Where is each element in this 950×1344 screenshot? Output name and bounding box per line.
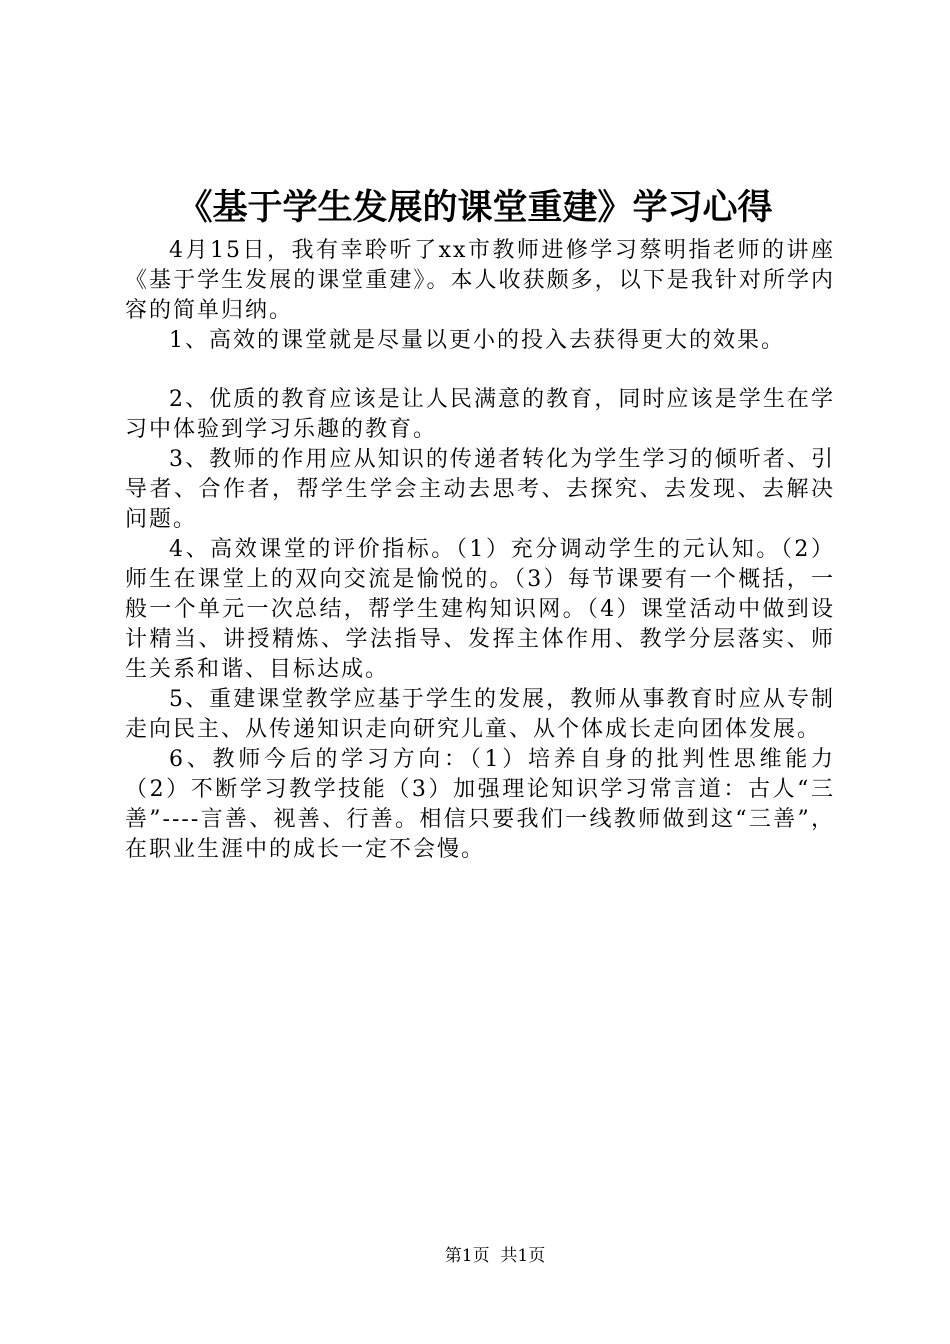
paragraph-point-3: 3、教师的作用应从知识的传递者转化为学生学习的倾听者、引导者、合作者，帮学生学会主动去思考、去探究、去发现、去解决问题。: [125, 447, 835, 532]
paragraph-point-2: 2、优质的教育应该是让人民满意的教育，同时应该是学生在学习中体验到学习乐趣的教育。: [125, 387, 835, 442]
paragraph-intro: 4月15日，我有幸聆听了xx市教师进修学习蔡明指老师的讲座《基于学生发展的课堂重建》。本人收获颇多，以下是我针对所学内容的简单归纳。: [125, 238, 835, 323]
document-title: 《基于学生发展的课堂重建》学习心得: [177, 187, 773, 228]
paragraph-point-6: 6、教师今后的学习方向：（1）培养自身的批判性思维能力（2）不断学习教学技能（3）加强理论知识学习常言道：古人“三善”----言善、视善、行善。相信只要我们一线教师做到这“三善”，在职业生涯中的成长一定不会慢。: [125, 747, 835, 862]
document-body: [125, 236, 835, 865]
paragraph-point-4: 4、高效课堂的评价指标。（1）充分调动学生的元认知。（2）师生在课堂上的双向交流是愉悦的。（3）每节课要有一个概括，一般一个单元一次总结，帮学生建构知识网。（4）课堂活动中做到设计精当、讲授精炼、学法指导、发挥主体作用、教学分层落实、师生关系和谐、目标达成。: [125, 537, 835, 682]
paragraph-point-5: 5、重建课堂教学应基于学生的发展，教师从事教育时应从专制走向民主、从传递知识走向研究儿童、从个体成长走向团体发展。: [125, 687, 835, 742]
paragraph-point-1: 1、高效的课堂就是尽量以更小的投入去获得更大的效果。: [169, 328, 785, 353]
page-number-footer: 第1页 共1页: [444, 1246, 546, 1266]
